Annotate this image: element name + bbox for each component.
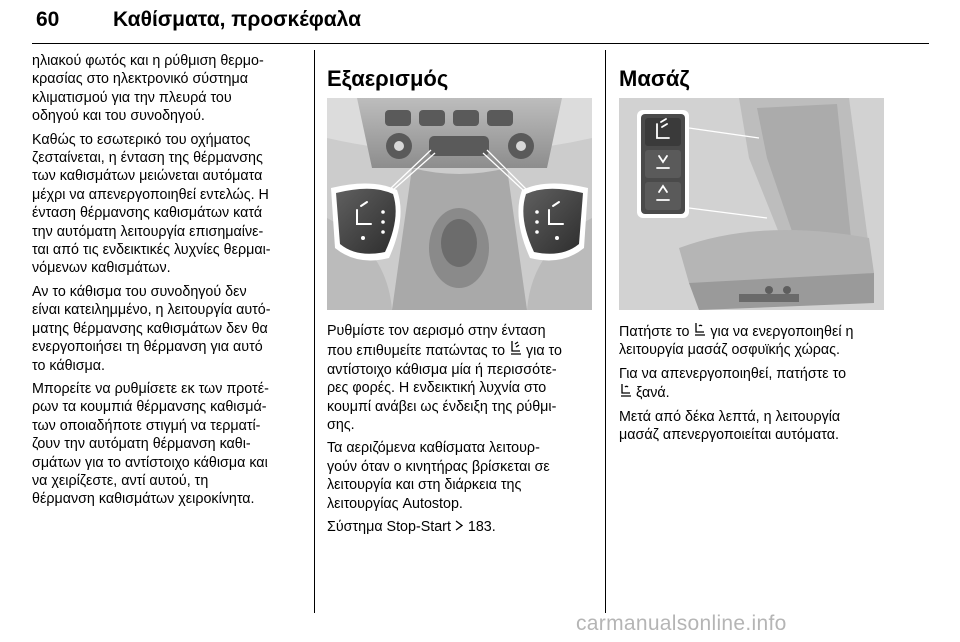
text-line: ματης θέρμανσης καθισμάτων δεν θα bbox=[32, 320, 268, 337]
text-line: το κάθισμα. bbox=[32, 357, 106, 374]
column-divider-2 bbox=[605, 50, 606, 613]
page-reference-number[interactable]: 183. bbox=[467, 519, 496, 536]
paragraph-1 bbox=[32, 52, 271, 126]
text-line: ρων τα κουμπιά θέρμανσης καθισμά- bbox=[32, 399, 267, 416]
text-line: Αν το κάθισμα του συνοδηγού δεν bbox=[32, 283, 247, 300]
ventilation-heading: Εξαερισμός bbox=[327, 66, 449, 91]
paragraph-ventilation-1 bbox=[327, 322, 562, 434]
text-line: σμάτων για το αντίστοιχο κάθισμα και bbox=[32, 454, 268, 471]
text-line: Ρυθμίστε τον αερισμό στην ένταση bbox=[327, 323, 546, 339]
text-line: κρασίας στο ηλεκτρονικό σύστημα bbox=[32, 71, 249, 88]
text-line: ενεργοποιήσει τη θέρμανση για αυτό bbox=[32, 339, 263, 356]
paragraph-2 bbox=[32, 131, 271, 278]
page-title: Καθίσματα, προσκέφαλα bbox=[113, 8, 361, 31]
text-line: ηλιακού φωτός και η ρύθμιση θερμο- bbox=[32, 53, 264, 69]
seat-massage-icon bbox=[693, 322, 706, 341]
seat-massage-icon bbox=[619, 383, 632, 402]
massage-heading: Μασάζ bbox=[619, 66, 690, 91]
text-line: Πατήστε το bbox=[619, 324, 690, 340]
column-1 bbox=[32, 52, 271, 514]
column-divider-1 bbox=[314, 50, 315, 613]
text-line: την αυτόματη λειτουργία επισημαίνε- bbox=[32, 223, 264, 240]
text-line: Για να απενεργοποιηθεί, πατήστε το bbox=[619, 365, 847, 382]
paragraph-4 bbox=[32, 380, 271, 509]
massage-seat-illustration bbox=[619, 98, 884, 310]
text-line: κλιματισμού για την πλευρά του bbox=[32, 89, 232, 106]
paragraph-massage-1 bbox=[619, 322, 853, 360]
text-line: που επιθυμείτε πατώντας το bbox=[327, 343, 506, 360]
paragraph-massage-2 bbox=[619, 365, 853, 403]
text-line: να χειρίζεστε, αντί αυτού, τη bbox=[32, 472, 209, 489]
text-line: είναι κατειλημμένο, η λειτουργία αυτό- bbox=[32, 302, 271, 319]
page-number: 60 bbox=[36, 8, 60, 31]
text-line: αντίστοιχο κάθισμα μία ή περισσότε- bbox=[327, 361, 557, 378]
text-line: των καθισμάτων μειώνεται αυτόματα bbox=[32, 168, 263, 185]
text-line: ρες φορές. Η ενδεικτική λυχνία στο bbox=[327, 380, 547, 397]
text-line: οδηγού και του συνοδηγού. bbox=[32, 108, 205, 125]
text-line: λειτουργίας Autostop. bbox=[327, 495, 463, 512]
text-line: λειτουργία μασάζ οσφυϊκής χώρας. bbox=[619, 342, 841, 359]
column-3-text bbox=[619, 322, 853, 449]
text-line: Τα αεριζόμενα καθίσματα λειτουρ- bbox=[327, 440, 540, 457]
paragraph-ventilation-2 bbox=[327, 439, 562, 513]
text-line: ζεσταίνεται, η ένταση της θέρμανσης bbox=[32, 150, 263, 167]
text-line: Μπορείτε να ρυθμίσετε εκ των προτέ- bbox=[32, 380, 269, 397]
column-2-text bbox=[327, 322, 562, 541]
text-line: των οποιαδήποτε στιγμή να τερματί- bbox=[32, 417, 261, 434]
text-line: γούν όταν ο κινητήρας βρίσκεται σε bbox=[327, 458, 550, 475]
text-line: λειτουργία και στη διάρκεια της bbox=[327, 477, 522, 494]
text-line: για το bbox=[526, 343, 562, 360]
stop-start-link[interactable]: Σύστημα Stop-Start bbox=[327, 519, 451, 536]
text-line: σης. bbox=[327, 417, 355, 434]
text-line: κουμπί ανάβει ως ένδειξη της ρύθμι- bbox=[327, 398, 557, 415]
page-reference-arrow-icon bbox=[455, 518, 464, 536]
text-line: θέρμανση καθισμάτων χειροκίνητα. bbox=[32, 491, 255, 508]
text-line: ξανά. bbox=[635, 385, 670, 402]
paragraph-stop-start-reference bbox=[327, 518, 562, 536]
paragraph-3 bbox=[32, 283, 271, 375]
text-line: για να ενεργοποιηθεί η bbox=[710, 324, 854, 340]
text-line: μασάζ απενεργοποιείται αυτόματα. bbox=[619, 427, 839, 444]
text-line: ται από τις ενδεικτικές λυχνίες θερμαι- bbox=[32, 242, 271, 259]
text-line: ένταση θέρμανσης καθισμάτων κατά bbox=[32, 205, 263, 222]
text-line: ζουν την αυτόματη θέρμανση καθι- bbox=[32, 436, 251, 453]
text-line: νόμενων καθισμάτων. bbox=[32, 260, 171, 277]
text-line: Μετά από δέκα λεπτά, η λειτουργία bbox=[619, 408, 841, 425]
header-rule bbox=[32, 43, 929, 44]
paragraph-massage-3 bbox=[619, 408, 853, 445]
watermark: carmanualsonline.info bbox=[576, 612, 787, 635]
ventilation-controls-illustration bbox=[327, 98, 592, 310]
text-line: Καθώς το εσωτερικό του οχήματος bbox=[32, 131, 251, 148]
seat-ventilation-icon bbox=[509, 340, 522, 360]
text-line: μέχρι να απενεργοποιηθεί εντελώς. Η bbox=[32, 186, 269, 203]
